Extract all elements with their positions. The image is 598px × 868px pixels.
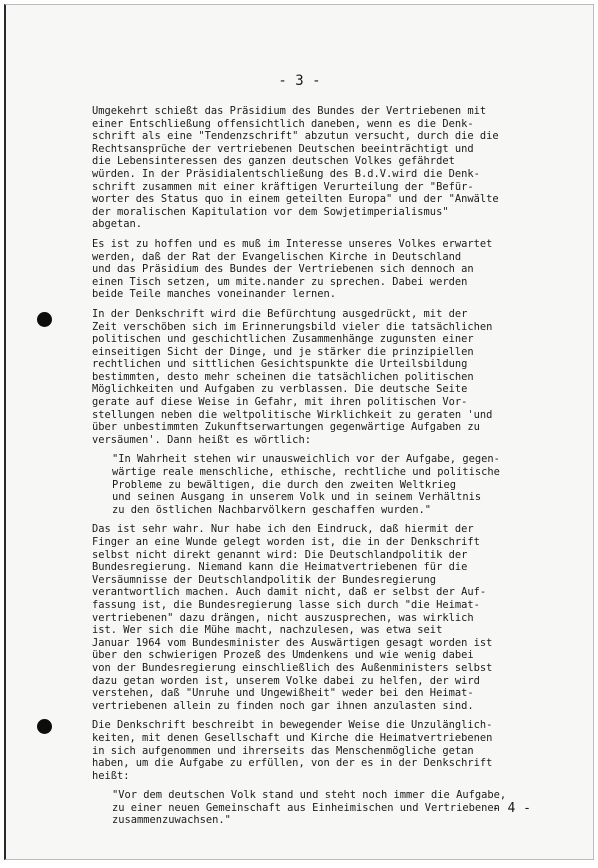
page-number: - 3 - (278, 73, 321, 89)
text-line: Die Denkschrift beschreibt in bewegender Weise die Unzulänglich- (92, 719, 493, 732)
text-line: verstehen, daß "Unruhe und Ungewißheit" weder bei den Heimat- (92, 687, 474, 700)
text-line: und das Präsidium des Bundes der Vertriebenen sich dennoch an (92, 263, 474, 276)
text-line: Januar 1964 vom Bundesminister des Auswärtigen gesagt worden ist (92, 636, 493, 649)
punch-hole-top (37, 312, 52, 327)
text-line: und seinen Ausgang in unserem Volk und in seinem Verhältnis (112, 491, 482, 504)
text-line: Probleme zu bewältigen, die durch den zweiten Weltkrieg (112, 478, 457, 491)
text-line: zu einer neuen Gemeinschaft aus Einheimischen und Vertriebenen (112, 801, 500, 814)
text-line: keiten, mit denen Gesellschaft und Kirche die Heimatvertriebenen (92, 731, 493, 744)
text-line: stellungen neben die weltpolitische Wirklichkeit zu geraten 'und (92, 408, 493, 421)
paragraph (92, 523, 570, 712)
text-line: Zeit verschöben sich im Erinnerungsbild vieler die tatsächlichen (92, 320, 493, 333)
paragraph (92, 719, 570, 782)
text-line: Das ist sehr wahr. Nur habe ich den Eindruck, daß hiermit der (92, 523, 474, 536)
text-line: Umgekehrt schießt das Präsidium des Bundes der Vertriebenen mit (92, 105, 487, 117)
text-line: bestimmten, desto mehr scheinen die tatsächlichen politischen (92, 370, 474, 383)
text-line: selbst nicht direkt genannt wird: Die Deutschlandpolitik der (92, 548, 468, 561)
block-quote (112, 453, 570, 516)
text-line: über den schwierigen Prozeß des Umdenkens und wie wenig dabei (92, 649, 474, 662)
text-line: politischen und geschichtlichen Zusammenhänge zugunsten einer (92, 333, 474, 346)
text-line: haben, um die Aufgabe zu erfüllen, von der es in der Denkschrift (92, 757, 493, 770)
text-line: worter des Status quo in einem geteilten Europa" und der "Anwälte (92, 193, 499, 206)
text-line: schrift zusammen mit einer kräftigen Verurteilung der "Befür- (92, 180, 474, 193)
document-page (4, 4, 594, 860)
text-line: dazu getan worden ist, unserem Volke dabei zu helfen, der wird (92, 674, 480, 687)
text-line: Möglichkeiten und Aufgaben zu verblassen. Die deutsche Seite (92, 383, 468, 396)
text-line: werden, daß der Rat der Evangelischen Kirche in Deutschland (92, 250, 462, 263)
text-line: über unbestimmten Zukunftserwartungen gegenwärtige Aufgaben zu (92, 421, 480, 434)
text-line: Rechtsansprüche der vertriebenen Deutschen beeinträchtigt und (92, 142, 474, 155)
document-body (92, 105, 570, 834)
text-line: Bundesregierung. Niemand kann die Heimatvertriebenen für die (92, 561, 468, 574)
text-line: "Vor dem deutschen Volk stand und steht noch immer die Aufgabe, (112, 789, 507, 802)
paragraph (92, 238, 570, 301)
text-line: Versäumnisse der Deutschlandpolitik der Bundesregierung (92, 573, 437, 586)
text-line: "In Wahrheit stehen wir unausweichlich vor der Aufgabe, gegen- (112, 453, 500, 466)
text-line: verantwortlich machen. Auch damit nicht, daß er selbst der Auf- (92, 586, 487, 599)
text-line: schrift als eine "Tendenzschrift" abzutun versucht, durch die die (92, 130, 499, 143)
text-line: vertriebenen allein zu finden noch gar ihnen anzulasten sind. (92, 699, 474, 712)
text-line: fassung ist, die Bundesregierung lasse sich durch "die Heimat- (92, 598, 480, 611)
text-line: gerate auf diese Weise in Gefahr, mit ihren politischen Vor- (92, 396, 468, 409)
text-line: ist. Wer sich die Mühe macht, nachzulesen, was etwa seit (92, 624, 443, 637)
text-line: zu den östlichen Nachbarvölkern geschaffen wurden." (112, 503, 432, 516)
text-line: rechtlichen und sittlichen Gesichtspunkte die Urteilsbildung (92, 358, 468, 371)
paragraph (92, 308, 570, 447)
text-line: In der Denkschrift wird die Befürchtung ausgedrückt, mit der (92, 307, 468, 320)
text-line: einen Tisch setzen, um mite.nander zu sprechen. Dabei werden (92, 275, 468, 288)
text-line: Es ist zu hoffen und es muß im Interesse unseres Volkes erwartet (92, 237, 493, 250)
text-line: in sich aufgenommen und ihrerseits das Menschenmögliche getan (92, 744, 474, 757)
text-line: abgetan. (92, 218, 143, 231)
text-line: Finger an eine Wunde gelegt worden ist, die in der Denkschrift (92, 536, 480, 548)
text-line: vertriebenen" dazu drängen, nicht auszusprechen, was wirklich (92, 611, 474, 624)
text-line: wärtige reale menschliche, ethische, rechtliche und politische (112, 466, 500, 479)
punch-hole-bottom (37, 719, 52, 734)
text-line: beide Teile manches voneinander lernen. (92, 288, 336, 301)
text-line: versäumen'. Dann heißt es wörtlich: (92, 433, 311, 446)
text-line: von der Bundesregierung einschließlich des Außenministers selbst (92, 661, 493, 674)
next-page-marker: - 4 - (491, 801, 531, 816)
paragraph (92, 105, 570, 231)
text-line: heißt: (92, 769, 130, 782)
text-line: würden. In der Präsidialentschließung des B.d.V.wird die Denk- (92, 167, 480, 180)
text-line: zusammenzuwachsen." (112, 814, 231, 827)
text-line: die Lebensinteressen des ganzen deutschen Volkes gefährdet (92, 155, 455, 168)
text-line: einer Entschließung offensichtlich daneben, wenn es die Denk- (92, 117, 474, 130)
text-line: einseitigen Sicht der Dinge, und je stärker die prinzipiellen (92, 345, 474, 358)
text-line: der moralischen Kapitulation vor dem Sowjetimperialismus" (92, 205, 449, 218)
